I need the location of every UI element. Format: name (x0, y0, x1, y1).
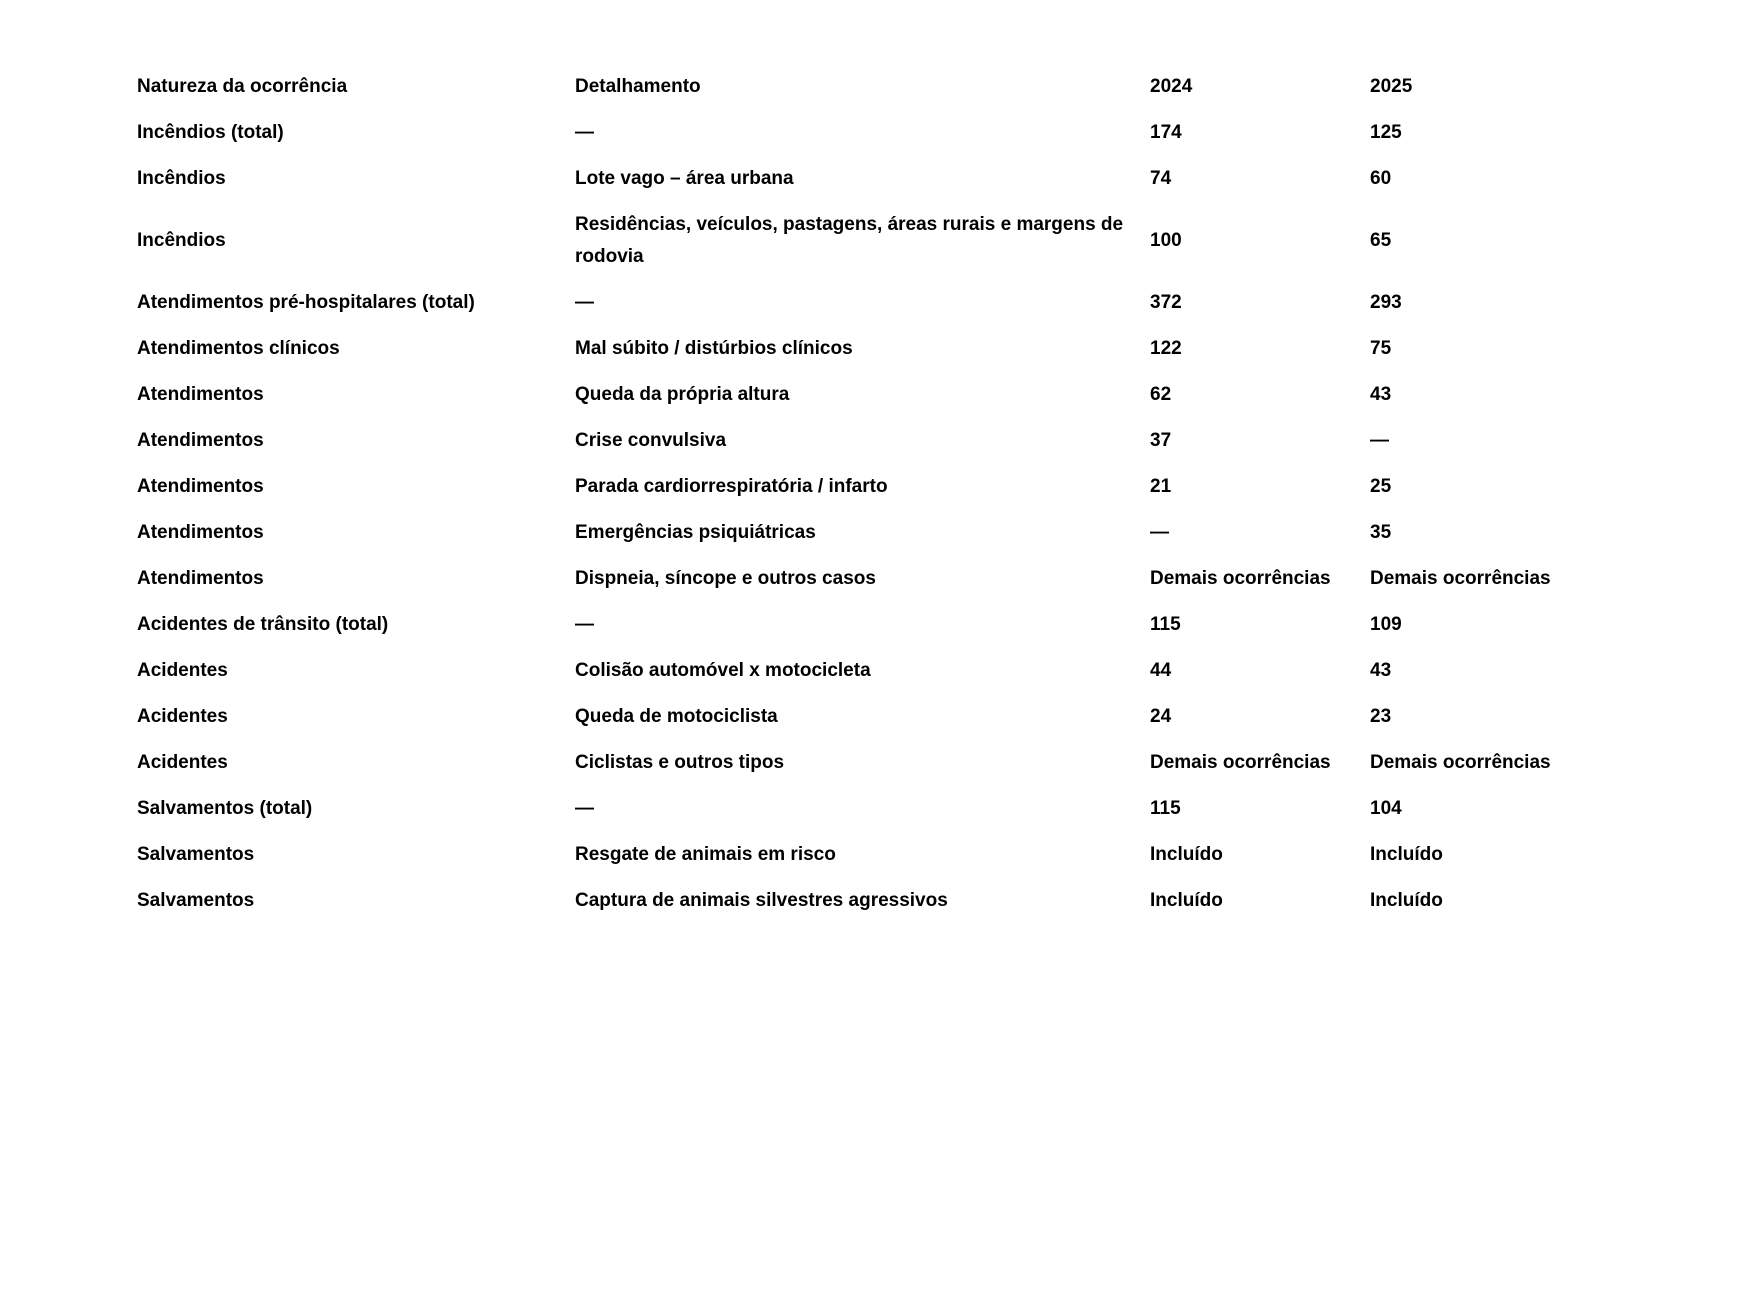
cell-year-2025: Demais ocorrências (1370, 752, 1551, 773)
cell-detalhamento: Crise convulsiva (575, 430, 727, 451)
table-row (137, 156, 1755, 202)
cell-detalhamento: Residências, veículos, pastagens, áreas rurais e margens de rodovia (575, 214, 1124, 267)
table-row (137, 556, 1755, 602)
cell-natureza-da-ocorrencia: Atendimentos (137, 476, 264, 497)
cell-natureza-da-ocorrencia: Salvamentos (137, 890, 255, 911)
cell-year-2025: Incluído (1370, 890, 1443, 911)
table-row (137, 832, 1755, 878)
cell-year-2025: 65 (1370, 230, 1392, 251)
cell-detalhamento: Queda da própria altura (575, 384, 790, 405)
cell-detalhamento: Mal súbito / distúrbios clínicos (575, 338, 853, 359)
cell-year-2024: 74 (1150, 168, 1172, 189)
table-row (137, 280, 1755, 326)
cell-year-2025: Incluído (1370, 844, 1443, 865)
occurrence-table (137, 64, 1755, 924)
cell-detalhamento: Captura de animais silvestres agressivos (575, 890, 948, 911)
cell-natureza-da-ocorrencia: Acidentes (137, 752, 228, 773)
table-row (137, 602, 1755, 648)
cell-year-2025: 23 (1370, 706, 1392, 727)
table-row (137, 202, 1755, 280)
table-row (137, 464, 1755, 510)
table-row (137, 878, 1755, 924)
cell-year-2025: 75 (1370, 338, 1392, 359)
column-header-year-2024: 2024 (1150, 76, 1193, 97)
cell-year-2024: 174 (1150, 122, 1182, 143)
cell-year-2024: Demais ocorrências (1150, 752, 1331, 773)
cell-detalhamento: Lote vago – área urbana (575, 168, 794, 189)
cell-natureza-da-ocorrencia: Incêndios (total) (137, 122, 284, 143)
column-header-natureza-da-ocorrencia: Natureza da ocorrência (137, 76, 348, 97)
cell-natureza-da-ocorrencia: Acidentes (137, 660, 228, 681)
cell-natureza-da-ocorrencia: Acidentes (137, 706, 228, 727)
cell-year-2025: Demais ocorrências (1370, 568, 1551, 589)
table-row (137, 110, 1755, 156)
table-row (137, 372, 1755, 418)
table-row (137, 418, 1755, 464)
cell-natureza-da-ocorrencia: Salvamentos (total) (137, 798, 313, 819)
cell-year-2025: 43 (1370, 384, 1392, 405)
cell-year-2025: 43 (1370, 660, 1392, 681)
table-row (137, 694, 1755, 740)
cell-year-2024: 372 (1150, 292, 1182, 313)
cell-detalhamento: Queda de motociclista (575, 706, 778, 727)
cell-year-2025: 293 (1370, 292, 1402, 313)
cell-detalhamento: Dispneia, síncope e outros casos (575, 568, 876, 589)
cell-year-2024: 100 (1150, 230, 1182, 251)
cell-natureza-da-ocorrencia: Incêndios (137, 168, 226, 189)
cell-year-2024: Demais ocorrências (1150, 568, 1331, 589)
table-header-row (137, 64, 1755, 110)
cell-natureza-da-ocorrencia: Atendimentos (137, 430, 264, 451)
cell-year-2025: 60 (1370, 168, 1392, 189)
cell-year-2024: 115 (1150, 614, 1181, 635)
cell-year-2024: — (1150, 522, 1169, 543)
cell-year-2025: — (1370, 430, 1389, 451)
cell-year-2025: 104 (1370, 798, 1402, 819)
cell-year-2025: 35 (1370, 522, 1392, 543)
cell-year-2025: 109 (1370, 614, 1402, 635)
cell-natureza-da-ocorrencia: Atendimentos clínicos (137, 338, 340, 359)
table-row (137, 510, 1755, 556)
column-header-detalhamento: Detalhamento (575, 76, 701, 97)
cell-year-2024: 44 (1150, 660, 1172, 681)
table-row (137, 326, 1755, 372)
cell-detalhamento: Resgate de animais em risco (575, 844, 836, 865)
cell-year-2024: Incluído (1150, 844, 1223, 865)
cell-natureza-da-ocorrencia: Atendimentos (137, 522, 264, 543)
column-header-year-2025: 2025 (1370, 76, 1413, 97)
cell-natureza-da-ocorrencia: Acidentes de trânsito (total) (137, 614, 389, 635)
cell-natureza-da-ocorrencia: Atendimentos (137, 568, 264, 589)
document-page (0, 64, 1755, 1305)
cell-detalhamento: Ciclistas e outros tipos (575, 752, 785, 773)
table-row (137, 786, 1755, 832)
cell-natureza-da-ocorrencia: Atendimentos pré-hospitalares (total) (137, 292, 475, 313)
cell-detalhamento: — (575, 292, 594, 313)
cell-detalhamento: Emergências psiquiátricas (575, 522, 816, 543)
cell-detalhamento: Colisão automóvel x motocicleta (575, 660, 871, 681)
cell-year-2025: 25 (1370, 476, 1392, 497)
cell-year-2025: 125 (1370, 122, 1402, 143)
table-row (137, 740, 1755, 786)
cell-detalhamento: — (575, 798, 594, 819)
cell-year-2024: 24 (1150, 706, 1172, 727)
table-row (137, 648, 1755, 694)
cell-natureza-da-ocorrencia: Atendimentos (137, 384, 264, 405)
cell-detalhamento: — (575, 122, 594, 143)
cell-detalhamento: Parada cardiorrespiratória / infarto (575, 476, 888, 497)
cell-year-2024: 122 (1150, 338, 1182, 359)
cell-natureza-da-ocorrencia: Salvamentos (137, 844, 255, 865)
cell-year-2024: Incluído (1150, 890, 1223, 911)
cell-year-2024: 37 (1150, 430, 1172, 451)
cell-year-2024: 21 (1150, 476, 1172, 497)
cell-detalhamento: — (575, 614, 594, 635)
cell-natureza-da-ocorrencia: Incêndios (137, 230, 226, 251)
cell-year-2024: 115 (1150, 798, 1181, 819)
cell-year-2024: 62 (1150, 384, 1172, 405)
